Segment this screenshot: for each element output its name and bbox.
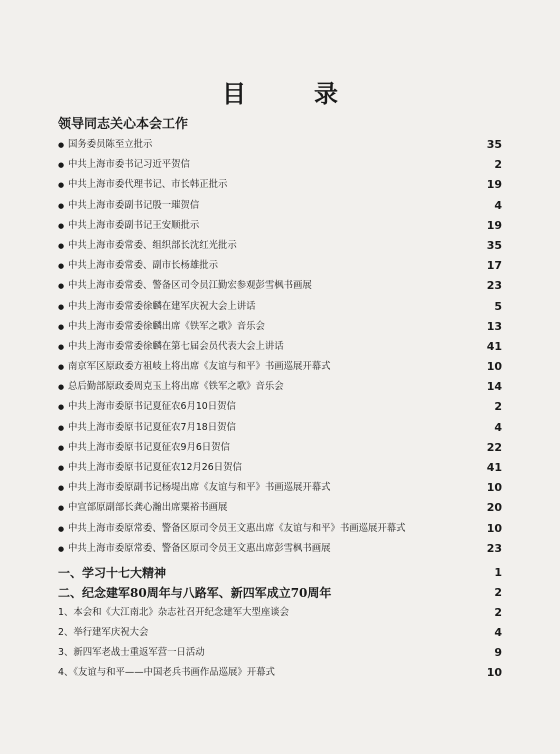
entry-title: 国务委员陈至立批示 bbox=[68, 139, 153, 150]
page-number: 10 bbox=[486, 665, 502, 679]
bullet-icon: ● bbox=[58, 544, 65, 553]
bullet-icon: ● bbox=[58, 141, 65, 149]
anniversary-entry-list bbox=[58, 603, 502, 683]
toc-entry[interactable] bbox=[58, 236, 502, 256]
page-number: 2 bbox=[494, 585, 502, 599]
toc-entry[interactable] bbox=[58, 397, 502, 417]
entry-title: 2、举行建军庆祝大会 bbox=[58, 626, 149, 638]
leaders-entry-list bbox=[58, 135, 502, 559]
entry-title: 中共上海市委副书记王安顺批示 bbox=[68, 219, 200, 231]
page-number: 10 bbox=[486, 360, 502, 374]
entry-title: 中共上海市委原副书记杨堤出席《友谊与和平》书画巡展开幕式 bbox=[68, 482, 331, 494]
toc-entry-anniversary[interactable] bbox=[58, 583, 502, 603]
entry-title: 中共上海市委副书记殷一璀贺信 bbox=[68, 199, 200, 211]
section-heading-leaders: 领导同志关心本会工作 bbox=[58, 117, 189, 132]
toc-subentry[interactable] bbox=[58, 663, 502, 683]
page-number: 2 bbox=[494, 605, 502, 619]
page-number: 19 bbox=[486, 178, 502, 192]
entry-title: 一、学习十七大精神 bbox=[58, 565, 167, 580]
toc-entry-study[interactable] bbox=[58, 563, 502, 583]
bullet-icon: ● bbox=[58, 262, 65, 271]
page-number: 41 bbox=[486, 461, 502, 474]
entry-title: 二、纪念建军80周年与八路军、新四军成立70周年 bbox=[58, 585, 332, 600]
page-number: 20 bbox=[486, 501, 502, 515]
page-number: 23 bbox=[486, 279, 502, 293]
bullet-icon: ● bbox=[58, 241, 65, 250]
toc-entry[interactable] bbox=[58, 196, 502, 216]
toc-entry[interactable] bbox=[58, 297, 502, 317]
entry-title: 中共上海市委原书记夏征农6月10日贺信 bbox=[68, 401, 236, 413]
page-number: 4 bbox=[494, 420, 502, 434]
entry-title: 中共上海市委常委徐麟在第七届会员代表大会上讲话 bbox=[68, 340, 284, 352]
bullet-icon: ● bbox=[58, 201, 65, 210]
entry-title: 3、新四军老战士重返军营一日活动 bbox=[58, 646, 205, 658]
bullet-icon: ● bbox=[58, 464, 65, 472]
toc-entry[interactable] bbox=[58, 498, 502, 518]
entry-title: 中共上海市委原书记夏征农9月6日贺信 bbox=[68, 441, 230, 453]
page-number: 10 bbox=[486, 481, 502, 495]
page-number: 22 bbox=[486, 440, 502, 454]
page-number: 35 bbox=[486, 238, 502, 252]
toc-subentry[interactable] bbox=[58, 643, 502, 663]
bullet-icon: ● bbox=[58, 342, 65, 351]
toc-entry[interactable] bbox=[58, 276, 502, 296]
bullet-icon: ● bbox=[58, 221, 65, 230]
page-number: 35 bbox=[486, 138, 502, 151]
bullet-icon: ● bbox=[58, 282, 65, 291]
bullet-icon: ● bbox=[58, 181, 65, 190]
page-number: 2 bbox=[494, 158, 502, 172]
page-number: 2 bbox=[494, 400, 502, 414]
page-number: 10 bbox=[486, 521, 502, 535]
toc-entry[interactable] bbox=[58, 317, 502, 337]
page-title: 目 录 bbox=[222, 79, 360, 108]
page-number: 5 bbox=[494, 299, 502, 313]
entry-title: 中共上海市委常委、警备区司令员江勤宏参观彭雪枫书画展 bbox=[68, 280, 312, 292]
toc-entry[interactable] bbox=[58, 458, 502, 478]
toc-entry[interactable] bbox=[58, 539, 502, 559]
bullet-icon: ● bbox=[58, 403, 65, 412]
bullet-icon: ● bbox=[58, 443, 65, 452]
entry-title: 中共上海市委常委徐麟出席《铁军之歌》音乐会 bbox=[68, 320, 265, 332]
entry-title: 中宣部原副部长龚心瀚出席粟裕书画展 bbox=[68, 502, 228, 514]
page-number: 4 bbox=[494, 625, 502, 639]
entry-title: 总后勤部原政委周克玉上将出席《铁军之歌》音乐会 bbox=[68, 381, 284, 393]
toc-subentry[interactable] bbox=[58, 603, 502, 623]
toc-entry[interactable] bbox=[58, 418, 502, 438]
entry-title: 中共上海市委原常委、警备区原司令员王文惠出席彭雪枫书画展 bbox=[68, 542, 331, 554]
bullet-icon: ● bbox=[58, 302, 65, 311]
toc-entry[interactable] bbox=[58, 478, 502, 498]
page-number: 1 bbox=[494, 565, 502, 579]
toc-entry[interactable] bbox=[58, 216, 502, 236]
table-of-contents bbox=[58, 115, 502, 683]
page-number: 17 bbox=[486, 259, 502, 273]
page-number: 9 bbox=[494, 645, 502, 659]
page-number: 19 bbox=[486, 218, 502, 232]
entry-title: 中共上海市委代理书记、市长韩正批示 bbox=[68, 179, 228, 191]
entry-title: 南京军区原政委方祖岐上将出席《友谊与和平》书画巡展开幕式 bbox=[68, 361, 331, 373]
toc-subentry[interactable] bbox=[58, 623, 502, 643]
entry-title: 中共上海市委常委徐麟在建军庆祝大会上讲话 bbox=[68, 300, 256, 312]
bullet-icon: ● bbox=[58, 423, 65, 432]
toc-entry[interactable] bbox=[58, 519, 502, 539]
toc-entry[interactable] bbox=[58, 438, 502, 458]
toc-entry[interactable] bbox=[58, 135, 502, 155]
page-number: 14 bbox=[486, 380, 502, 394]
toc-entry[interactable] bbox=[58, 175, 502, 195]
bullet-icon: ● bbox=[58, 322, 65, 331]
page-number: 13 bbox=[486, 319, 502, 333]
page-number: 41 bbox=[486, 339, 502, 353]
page-number: 4 bbox=[494, 198, 502, 212]
entry-title: 中共上海市委原书记夏征农12月26日贺信 bbox=[68, 462, 242, 473]
page-number: 23 bbox=[486, 541, 502, 555]
entry-title: 4、《友谊与和平——中国老兵书画作品巡展》开幕式 bbox=[58, 666, 275, 678]
toc-entry[interactable] bbox=[58, 337, 502, 357]
toc-entry[interactable] bbox=[58, 155, 502, 175]
entry-title: 1、本会和《大江南北》杂志社召开纪念建军大型座谈会 bbox=[58, 606, 289, 618]
bullet-icon: ● bbox=[58, 504, 65, 513]
entry-title: 中共上海市委常委、副市长杨雄批示 bbox=[68, 260, 219, 272]
bullet-icon: ● bbox=[58, 383, 65, 392]
bullet-icon: ● bbox=[58, 524, 65, 533]
toc-entry[interactable] bbox=[58, 256, 502, 276]
entry-title: 中共上海市委常委、组织部长沈红光批示 bbox=[68, 239, 237, 251]
toc-entry[interactable] bbox=[58, 377, 502, 397]
entry-title: 中共上海市委原书记夏征农7月18日贺信 bbox=[68, 421, 236, 433]
bullet-icon: ● bbox=[58, 363, 65, 372]
entry-title: 中共上海市委原常委、警备区原司令员王文惠出席《友谊与和平》书画巡展开幕式 bbox=[68, 522, 406, 534]
bullet-icon: ● bbox=[58, 161, 65, 170]
entry-title: 中共上海市委书记习近平贺信 bbox=[68, 159, 190, 171]
bullet-icon: ● bbox=[58, 484, 65, 493]
toc-entry[interactable] bbox=[58, 357, 502, 377]
